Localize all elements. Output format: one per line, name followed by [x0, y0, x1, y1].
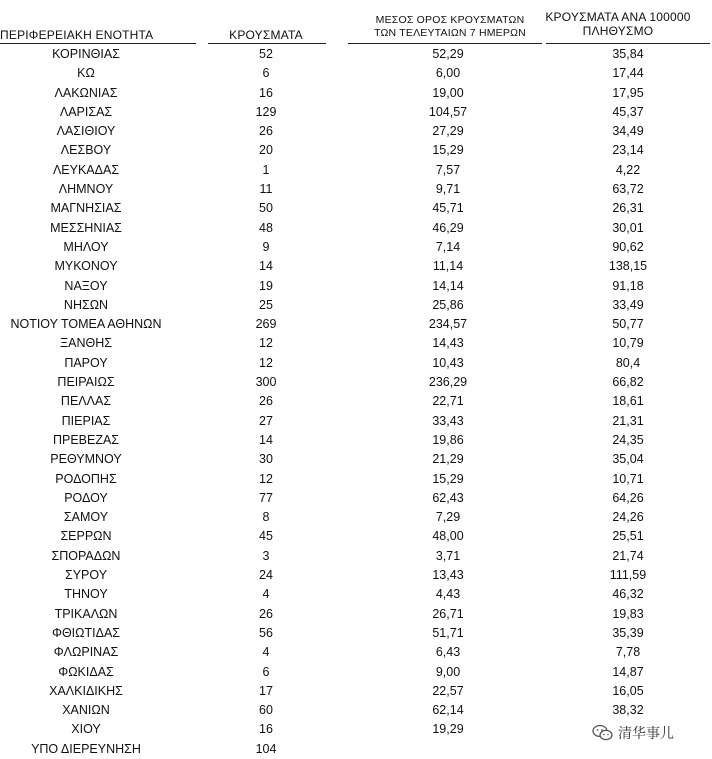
row-cases: 52	[259, 47, 273, 61]
row-regional-unit: ΥΠΟ ΔΙΕΡΕΥΝΗΣΗ	[31, 741, 141, 756]
row-7day-average: 19,00	[432, 85, 464, 100]
row-7day-average: 27,29	[432, 124, 464, 139]
row-cases-per-100000: 111,59	[609, 568, 647, 583]
table-row	[0, 199, 712, 218]
row-7day-average: 236,29	[428, 375, 468, 390]
row-cases: 56	[259, 625, 273, 640]
header-cases: ΚΡΟΥΣΜΑΤΑ	[229, 28, 303, 42]
row-cases: 9	[262, 239, 270, 254]
row-cases-per-100000: 23,14	[612, 143, 644, 158]
row-cases-per-100000: 46,32	[612, 587, 644, 602]
row-regional-unit: ΦΘΙΩΤΙΔΑΣ	[51, 625, 121, 640]
table-row	[0, 64, 712, 83]
row-7day-average: 22,71	[432, 394, 464, 409]
row-7day-average: 26,71	[432, 606, 464, 621]
row-cases-per-100000: 138,15	[608, 259, 648, 274]
row-regional-unit: ΜΗΛΟΥ	[63, 239, 109, 254]
table-row	[0, 296, 712, 315]
row-cases: 12	[259, 355, 273, 370]
row-cases-per-100000: 38,32	[612, 703, 644, 718]
row-regional-unit: ΣΠΟΡΑΔΩΝ	[51, 548, 121, 563]
table-row	[0, 392, 712, 411]
row-regional-unit: ΛΑΚΩΝΙΑΣ	[54, 85, 118, 100]
table-row	[0, 238, 712, 257]
row-cases: 6	[262, 66, 270, 81]
row-7day-average: 10,43	[432, 355, 464, 370]
row-cases-per-100000: 50,77	[612, 317, 644, 332]
row-7day-average: 19,29	[432, 722, 464, 737]
table-row	[0, 180, 712, 199]
row-regional-unit: ΝΟΤΙΟΥ ΤΟΜΕΑ ΑΘΗΝΩΝ	[10, 317, 162, 332]
row-regional-unit: ΠΡΕΒΕΖΑΣ	[52, 432, 120, 447]
header-cases-per-100000	[538, 10, 698, 38]
watermark-text: 清华事儿	[618, 726, 674, 742]
row-7day-average: 45,71	[432, 201, 464, 216]
row-cases: 14	[259, 259, 273, 274]
row-cases-per-100000: 63,72	[612, 182, 644, 197]
table-row	[0, 334, 712, 353]
table-row	[0, 315, 712, 334]
row-cases-per-100000: 64,26	[612, 490, 644, 505]
table-row	[0, 547, 712, 566]
row-cases: 19	[259, 278, 273, 293]
row-cases: 129	[255, 104, 277, 119]
table-row	[0, 643, 712, 662]
row-regional-unit: ΧΑΝΙΩΝ	[62, 703, 110, 718]
row-regional-unit: ΦΛΩΡΙΝΑΣ	[53, 645, 119, 660]
row-cases: 45	[259, 529, 273, 544]
row-cases-per-100000: 10,79	[612, 336, 644, 351]
row-cases: 50	[259, 201, 273, 216]
table-row	[0, 489, 712, 508]
row-cases-per-100000: 66,82	[612, 375, 644, 390]
row-cases-per-100000: 34,49	[612, 124, 644, 139]
row-cases: 11	[259, 182, 273, 197]
row-cases-per-100000: 14,87	[612, 664, 644, 679]
row-cases-per-100000: 45,37	[612, 104, 644, 119]
row-cases: 26	[259, 606, 273, 621]
row-regional-unit: ΤΡΙΚΑΛΩΝ	[54, 606, 118, 621]
header-7day-average	[358, 14, 542, 40]
table-row	[0, 84, 712, 103]
row-cases-per-100000: 90,62	[612, 239, 644, 254]
table-row	[0, 412, 712, 431]
table-row	[0, 161, 712, 180]
row-7day-average: 51,71	[432, 625, 464, 640]
row-regional-unit: ΡΟΔΟΥ	[64, 490, 108, 505]
table-row	[0, 45, 712, 64]
row-7day-average: 6,43	[435, 645, 461, 660]
row-cases: 1	[262, 162, 270, 177]
row-cases: 12	[259, 336, 273, 351]
row-cases: 269	[255, 317, 277, 332]
row-7day-average: 9,71	[435, 182, 461, 197]
table-row	[0, 605, 712, 624]
row-cases-per-100000: 24,26	[612, 510, 644, 525]
header-divider	[546, 43, 710, 44]
row-cases: 24	[259, 568, 273, 583]
row-cases: 26	[259, 124, 273, 139]
row-cases-per-100000: 26,31	[612, 201, 644, 216]
table-row	[0, 624, 712, 643]
row-cases: 6	[262, 664, 270, 679]
row-7day-average: 6,00	[435, 66, 461, 81]
row-cases: 4	[262, 587, 270, 602]
table-row	[0, 373, 712, 392]
row-regional-unit: ΜΑΓΝΗΣΙΑΣ	[50, 201, 122, 216]
row-7day-average: 7,57	[435, 162, 461, 177]
row-cases: 14	[259, 432, 273, 447]
row-cases: 30	[259, 452, 273, 467]
row-regional-unit: ΠΕΙΡΑΙΩΣ	[57, 375, 115, 390]
row-regional-unit: ΠΕΛΛΑΣ	[60, 394, 112, 409]
table-row	[0, 508, 712, 527]
row-regional-unit: ΜΕΣΣΗΝΙΑΣ	[50, 220, 122, 235]
row-cases: 77	[259, 490, 273, 505]
row-7day-average: 21,29	[432, 452, 464, 467]
row-regional-unit: ΤΗΝΟΥ	[64, 587, 108, 602]
row-cases-per-100000: 16,05	[612, 683, 644, 698]
row-regional-unit: ΣΥΡΟΥ	[64, 568, 108, 583]
row-cases: 26	[259, 394, 273, 409]
table-row	[0, 277, 712, 296]
table-row	[0, 527, 712, 546]
wechat-logo-icon	[592, 724, 614, 742]
row-cases: 104	[255, 741, 277, 756]
table-row	[0, 470, 712, 489]
row-cases-per-100000: 4,22	[615, 162, 641, 177]
row-cases-per-100000: 33,49	[612, 297, 644, 312]
row-cases-per-100000: 91,18	[612, 278, 644, 293]
row-7day-average: 25,86	[432, 297, 464, 312]
row-cases-per-100000: 10,71	[612, 471, 644, 486]
header-7day-average-line1: ΜΕΣΟΣ ΟΡΟΣ ΚΡΟΥΣΜΑΤΩΝ	[375, 14, 525, 26]
row-regional-unit: ΧΙΟΥ	[71, 722, 101, 737]
row-7day-average: 46,29	[432, 220, 464, 235]
row-regional-unit: ΞΑΝΘΗΣ	[60, 336, 112, 351]
row-regional-unit: ΚΟΡΙΝΘΙΑΣ	[52, 47, 120, 61]
table-row	[0, 122, 712, 141]
row-regional-unit: ΛΑΣΙΘΙΟΥ	[56, 124, 116, 139]
header-divider	[0, 43, 196, 44]
header-divider	[208, 43, 326, 44]
row-7day-average: 4,43	[435, 587, 461, 602]
watermark	[592, 720, 710, 746]
row-cases-per-100000: 35,39	[612, 625, 644, 640]
row-regional-unit: ΠΑΡΟΥ	[64, 355, 108, 370]
row-cases: 16	[259, 85, 273, 100]
table-row	[0, 219, 712, 238]
row-cases: 25	[259, 297, 273, 312]
table-row	[0, 566, 712, 585]
row-cases-per-100000: 80,4	[615, 355, 641, 370]
row-regional-unit: ΝΑΞΟΥ	[64, 278, 108, 293]
row-cases-per-100000: 18,61	[612, 394, 644, 409]
row-7day-average: 13,43	[432, 568, 464, 583]
row-regional-unit: ΡΕΘΥΜΝΟΥ	[50, 452, 122, 467]
row-regional-unit: ΛΕΥΚΑΔΑΣ	[52, 162, 120, 177]
table-row	[0, 663, 712, 682]
row-7day-average: 104,57	[428, 104, 468, 119]
row-cases: 17	[259, 683, 273, 698]
row-cases: 4	[262, 645, 270, 660]
row-cases: 60	[259, 703, 273, 718]
row-cases-per-100000: 7,78	[615, 645, 641, 660]
row-cases: 300	[255, 375, 277, 390]
row-cases-per-100000: 17,44	[612, 66, 644, 81]
row-7day-average: 14,43	[432, 336, 464, 351]
row-regional-unit: ΛΕΣΒΟΥ	[60, 143, 112, 158]
header-divider	[348, 43, 542, 44]
row-regional-unit: ΠΙΕΡΙΑΣ	[61, 413, 111, 428]
row-cases-per-100000: 21,74	[612, 548, 644, 563]
row-cases-per-100000: 24,35	[612, 432, 644, 447]
table-row	[0, 431, 712, 450]
row-7day-average: 62,14	[432, 703, 464, 718]
table-body	[0, 45, 712, 759]
row-regional-unit: ΝΗΣΩΝ	[63, 297, 109, 312]
row-cases-per-100000: 30,01	[612, 220, 644, 235]
row-7day-average: 7,14	[435, 239, 461, 254]
table-row	[0, 141, 712, 160]
row-7day-average: 3,71	[435, 548, 461, 563]
row-cases-per-100000: 21,31	[612, 413, 644, 428]
row-cases-per-100000: 19,83	[612, 606, 644, 621]
table-row	[0, 450, 712, 469]
row-cases: 16	[259, 722, 273, 737]
row-cases: 27	[259, 413, 273, 428]
row-7day-average: 48,00	[432, 529, 464, 544]
row-cases: 20	[259, 143, 273, 158]
row-cases: 48	[259, 220, 273, 235]
row-7day-average: 14,14	[432, 278, 464, 293]
row-regional-unit: ΛΑΡΙΣΑΣ	[59, 104, 113, 119]
row-7day-average: 234,57	[428, 317, 468, 332]
row-7day-average: 11,14	[432, 259, 464, 274]
row-cases-per-100000: 35,84	[612, 47, 644, 61]
row-regional-unit: ΛΗΜΝΟΥ	[58, 182, 114, 197]
row-cases-per-100000: 35,04	[612, 452, 644, 467]
row-cases: 3	[262, 548, 270, 563]
row-7day-average: 19,86	[432, 432, 464, 447]
table-row	[0, 682, 712, 701]
row-regional-unit: ΡΟΔΟΠΗΣ	[55, 471, 117, 486]
row-cases: 12	[259, 471, 273, 486]
row-7day-average: 33,43	[432, 413, 464, 428]
row-regional-unit: ΧΑΛΚΙΔΙΚΗΣ	[49, 683, 123, 698]
row-regional-unit: ΣΕΡΡΩΝ	[60, 529, 112, 544]
row-7day-average: 15,29	[432, 143, 464, 158]
row-cases: 8	[262, 510, 270, 525]
table-row	[0, 701, 712, 720]
row-regional-unit: ΦΩΚΙΔΑΣ	[58, 664, 114, 679]
header-7day-average-line2: ΤΩΝ ΤΕΛΕΥΤΑΙΩΝ 7 ΗΜΕΡΩΝ	[374, 27, 526, 39]
header-regional-unit: ΠΕΡΙΦΕΡΕΙΑΚΗ ΕΝΟΤΗΤΑ	[0, 28, 154, 42]
header-cases-per-100000-line1: ΚΡΟΥΣΜΑΤΑ ΑΝΑ 100000	[545, 10, 691, 24]
table-header	[0, 0, 712, 44]
row-regional-unit: ΜΥΚΟΝΟΥ	[54, 259, 118, 274]
header-cases-per-100000-line2: ΠΛΗΘΥΣΜΟ	[582, 24, 654, 38]
row-cases-per-100000: 17,95	[612, 85, 644, 100]
row-7day-average: 22,57	[432, 683, 464, 698]
row-7day-average: 15,29	[432, 471, 464, 486]
table-row	[0, 257, 712, 276]
row-cases-per-100000: 25,51	[612, 529, 644, 544]
row-7day-average: 52,29	[432, 47, 464, 61]
table-row	[0, 103, 712, 122]
row-7day-average: 9,00	[435, 664, 461, 679]
row-7day-average: 7,29	[435, 510, 461, 525]
table-row	[0, 585, 712, 604]
table-row	[0, 354, 712, 373]
row-7day-average: 62,43	[432, 490, 464, 505]
row-regional-unit: ΣΑΜΟΥ	[63, 510, 109, 525]
row-regional-unit: ΚΩ	[77, 66, 95, 81]
